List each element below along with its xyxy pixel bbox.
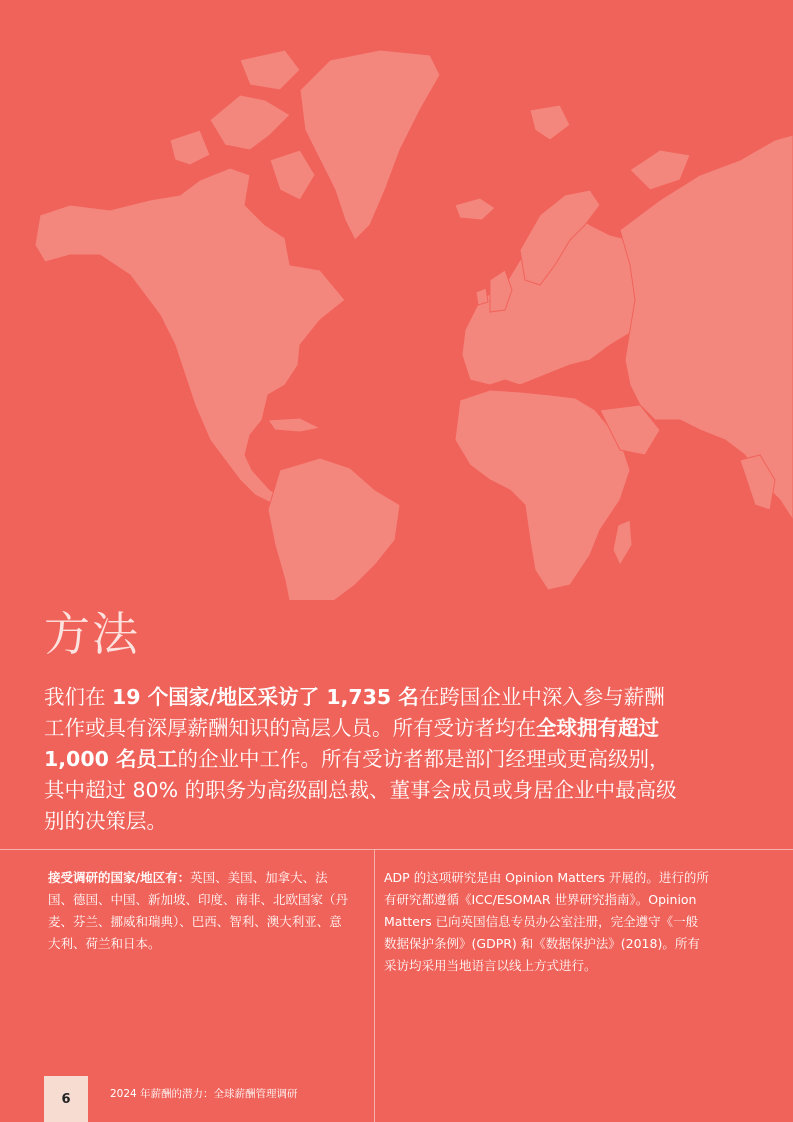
countries-text: 英国、美国、加拿大、法国、德国、中国、新加坡、印度、南非、北欧国家（丹麦、芬兰、挪威和瑞典）、巴西、智利、澳大利亚、意大利、荷兰和日本。 <box>48 870 349 951</box>
caribbean-islands <box>268 418 320 432</box>
ireland <box>476 288 488 305</box>
asia-landmass <box>620 135 793 520</box>
research-note: ADP 的这项研究是由 Opinion Matters 开展的。进行的所有研究都遵循《ICC/ESOMAR 世界研究指南》。Opinion Matters 已向英国信息专员办公室注册，完全遵守《一般数据保护条例》(GDPR) 和《数据保护法》(2018)。所有采访均采用当地语言以线上方式进行。 <box>384 870 709 973</box>
arctic-islands <box>210 95 290 150</box>
greenland-landmass <box>300 50 440 240</box>
horizontal-divider <box>0 849 793 850</box>
world-map <box>0 40 793 600</box>
madagascar <box>613 520 632 565</box>
countries-label: 接受调研的国家/地区有： <box>48 870 191 885</box>
arctic-island-2 <box>240 50 300 90</box>
arctic-island-3 <box>170 130 210 165</box>
page-title: 方法 <box>44 607 140 661</box>
intro-bold-1: 19 个国家/地区采访了 1,735 名 <box>112 685 419 709</box>
africa-landmass <box>455 390 630 590</box>
footer-title: 2024 年薪酬的潜力：全球薪酬管理调研 <box>110 1088 298 1100</box>
intro-text-2: 在跨国企业中深入参与薪酬工作或具有深厚薪酬知识的高层人员。所有受访者均在 <box>44 685 665 740</box>
iceland <box>455 198 495 220</box>
page-number: 6 <box>44 1076 88 1122</box>
north-america-landmass <box>35 168 345 505</box>
intro-text-3: 的企业中工作。所有受访者都是部门经理或更高级别，其中超过 80% 的职务为高级副总裁、董事会成员或身居企业中最高级别的决策层。 <box>44 747 677 833</box>
svalbard <box>530 105 570 140</box>
south-america-landmass <box>268 458 400 600</box>
vertical-divider <box>374 849 375 1122</box>
intro-bold-2: 全球拥有超过 1,000 名员工 <box>44 716 659 771</box>
arctic-russia-islands <box>630 150 690 190</box>
baffin-island <box>270 150 315 200</box>
intro-text-1: 我们在 <box>44 685 113 709</box>
intro-paragraph <box>44 682 684 837</box>
countries-list <box>48 867 348 955</box>
